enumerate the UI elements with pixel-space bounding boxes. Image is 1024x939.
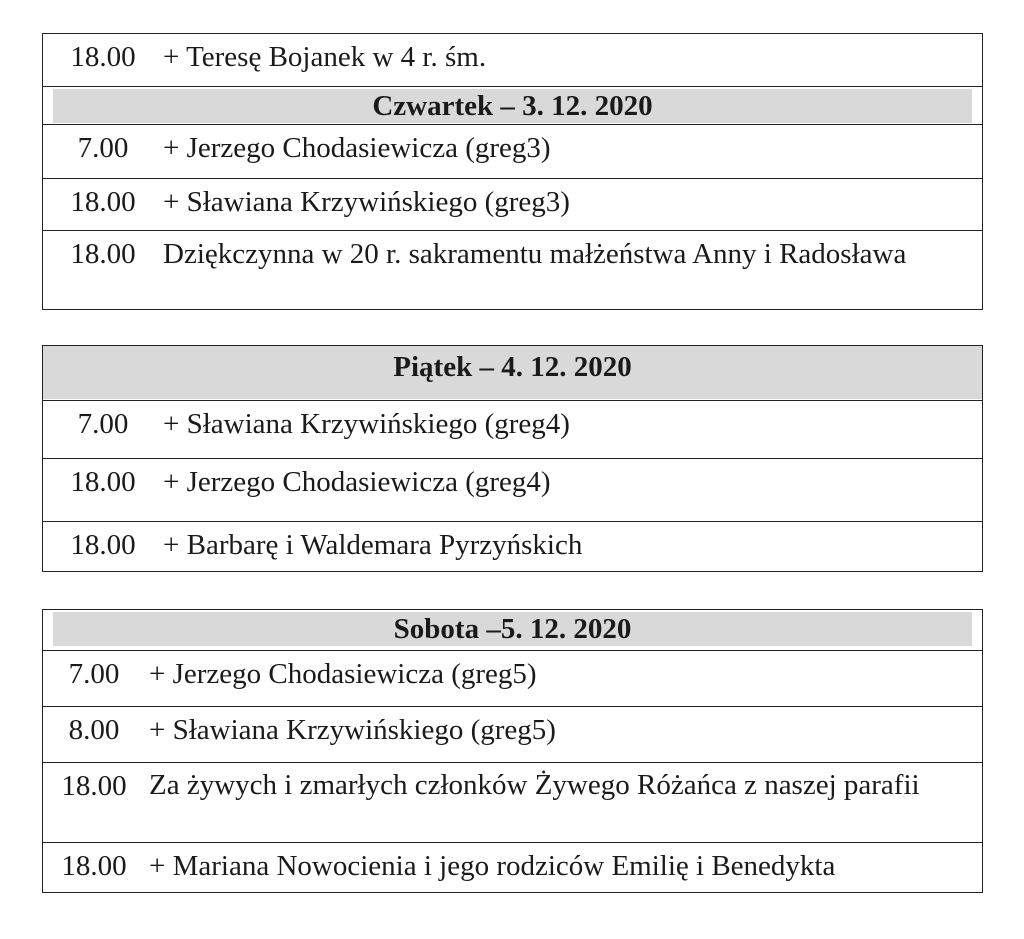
mass-intention: Dziękczynna w 20 r. sakramentu małżeństwa Anny i Radosława: [163, 238, 907, 270]
table-row: [43, 124, 982, 178]
mass-intention: + Barbarę i Waldemara Pyrzyńskich: [163, 529, 583, 561]
mass-intention: + Jerzego Chodasiewicza (greg3): [163, 132, 551, 164]
mass-time: 18.00: [70, 466, 136, 498]
table-row: [43, 842, 982, 892]
mass-time: 7.00: [68, 658, 120, 690]
mass-time: 18.00: [61, 770, 127, 802]
mass-time: 8.00: [68, 714, 120, 746]
schedule-table-saturday: [42, 609, 983, 893]
table-row: [43, 400, 982, 458]
day-header: Sobota –5. 12. 2020: [53, 612, 972, 646]
schedule-table-friday: [42, 345, 983, 572]
mass-intention: + Mariana Nowocienia i jego rodziców Emilię i Benedykta: [149, 850, 836, 882]
mass-intention: + Jerzego Chodasiewicza (greg5): [149, 658, 537, 690]
table-row: [43, 521, 982, 571]
mass-time: 7.00: [77, 408, 129, 440]
mass-time: 18.00: [70, 186, 136, 218]
table-row: [43, 706, 982, 762]
mass-time: 18.00: [61, 850, 127, 882]
mass-intention: + Sławiana Krzywińskiego (greg5): [149, 714, 556, 746]
mass-time: 18.00: [70, 41, 136, 73]
table-row: [43, 762, 982, 842]
table-row: [43, 34, 982, 86]
table-row: [43, 650, 982, 706]
mass-time: 18.00: [70, 238, 136, 270]
mass-intention: + Jerzego Chodasiewicza (greg4): [163, 466, 551, 498]
table-row: [43, 458, 982, 521]
mass-time: 18.00: [70, 529, 136, 561]
table-row: [43, 346, 982, 400]
table-row: [43, 178, 982, 230]
table-row: [43, 86, 982, 124]
table-row: [43, 610, 982, 650]
schedule-table-thursday: [42, 33, 983, 310]
table-row: [43, 230, 982, 309]
mass-intention: + Sławiana Krzywińskiego (greg3): [163, 186, 570, 218]
mass-intention: + Sławiana Krzywińskiego (greg4): [163, 408, 570, 440]
mass-time: 7.00: [77, 132, 129, 164]
mass-intention: Za żywych i zmarłych członków Żywego Różańca z naszej parafii: [149, 769, 920, 801]
day-header: Czwartek – 3. 12. 2020: [53, 89, 972, 123]
mass-intention: + Teresę Bojanek w 4 r. śm.: [163, 41, 487, 73]
day-header: Piątek – 4. 12. 2020: [43, 346, 982, 399]
